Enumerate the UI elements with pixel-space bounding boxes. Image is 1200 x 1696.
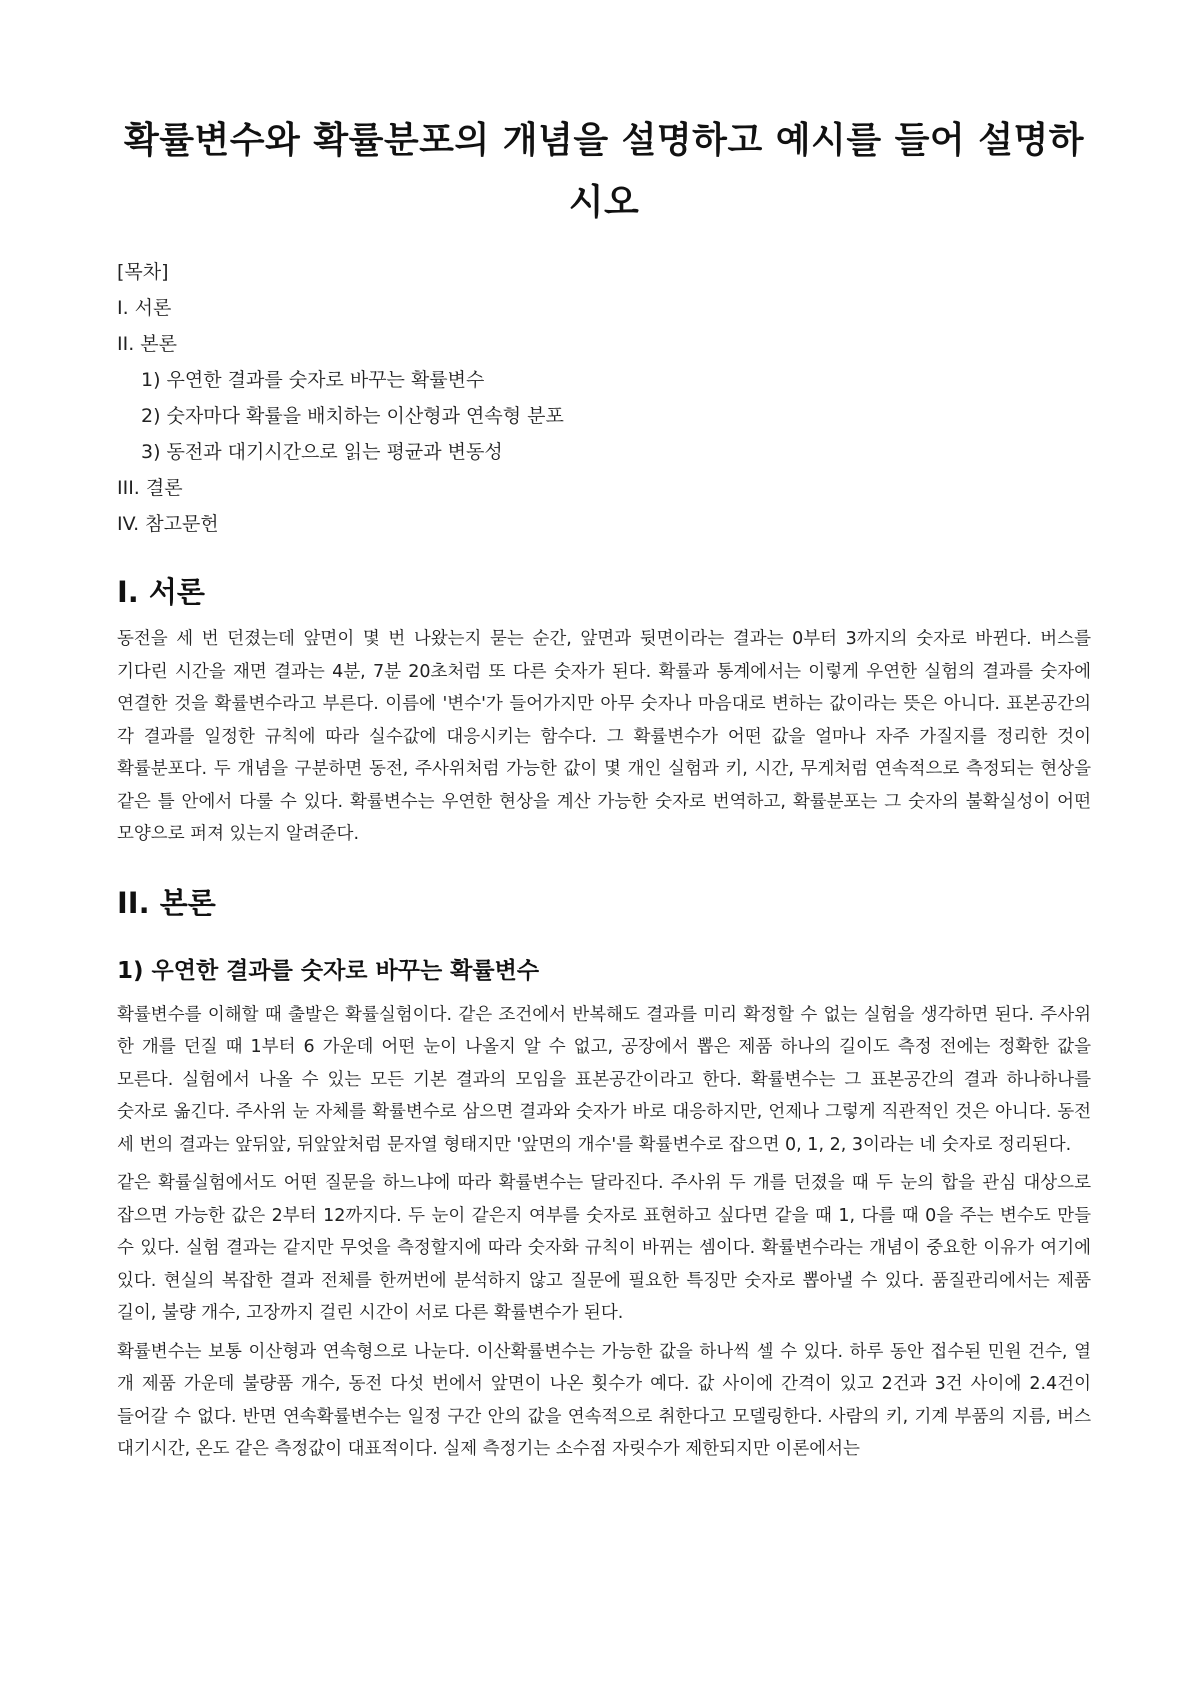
toc-item-body-1: 1) 우연한 결과를 숫자로 바꾸는 확률변수 [141,369,485,391]
toc-item-conclusion: III. 결론 [117,477,183,499]
document-title: 확률변수와 확률분포의 개념을 설명하고 예시를 들어 설명하시오 [123,120,1085,223]
toc-item-body: II. 본론 [117,333,177,355]
body-paragraph-2: 같은 확률실험에서도 어떤 질문을 하느냐에 따라 확률변수는 달라진다. 주사위 두 개를 던졌을 때 두 눈의 합을 관심 대상으로 잡으면 가능한 값은 2부터 12까지다. 두 눈이 같은지 여부를 숫자로 표현하고 싶다면 같을 때 1, 다를 때 0을 주는 변수도 만들 수 있다. 실험 결과는 같지만 무엇을 측정할지에 따라 숫자화 규칙이 바뀌는 셈이다. 확률변수라는 개념이 중요한 이유가 여기에 있다. 현실의 복잡한 결과 전체를 한꺼번에 분석하지 않고 질문에 필요한 특징만 숫자로 뽑아낼 수 있다. 품질관리에서는 제품 길이, 불량 개수, 고장까지 걸린 시간이 서로 다른 확률변수가 된다. [117,1173,1091,1323]
document-page [117,0,1091,1466]
toc-heading: [목차] [117,261,169,283]
toc-item-body-2: 2) 숫자마다 확률을 배치하는 이산형과 연속형 분포 [141,405,564,427]
table-of-contents [117,254,1091,542]
toc-item-references: IV. 참고문헌 [117,513,219,535]
toc-item-body-3: 3) 동전과 대기시간으로 읽는 평균과 변동성 [141,441,503,463]
body-paragraph-1: 확률변수를 이해할 때 출발은 확률실험이다. 같은 조건에서 반복해도 결과를 미리 확정할 수 없는 실험을 생각하면 된다. 주사위 한 개를 던질 때 1부터 6 가운데 어떤 눈이 나올지 알 수 없고, 공장에서 뽑은 제품 하나의 길이도 측정 전에는 정확한 값을 모른다. 실험에서 나올 수 있는 모든 기본 결과의 모임을 표본공간이라고 한다. 확률변수는 그 표본공간의 결과 하나하나를 숫자로 옮긴다. 주사위 눈 자체를 확률변수로 삼으면 결과와 숫자가 바로 대응하지만, 언제나 그렇게 직관적인 것은 아니다. 동전 세 번의 결과는 앞뒤앞, 뒤앞앞처럼 문자열 형태지만 '앞면의 개수'를 확률변수로 잡으면 0, 1, 2, 3이라는 네 숫자로 정리된다. [117,1004,1091,1155]
intro-paragraph: 동전을 세 번 던졌는데 앞면이 몇 번 나왔는지 묻는 순간, 앞면과 뒷면이라는 결과는 0부터 3까지의 숫자로 바뀐다. 버스를 기다린 시간을 재면 결과는 4분, 7분 20초처럼 또 다른 숫자가 된다. 확률과 통계에서는 이렇게 우연한 실험의 결과를 숫자에 연결한 것을 확률변수라고 부른다. 이름에 '변수'가 들어가지만 아무 숫자나 마음대로 변하는 값이라는 뜻은 아니다. 표본공간의 각 결과를 일정한 규칙에 따라 실수값에 대응시키는 함수다. 그 확률변수가 어떤 값을 얼마나 자주 가질지를 정리한 것이 확률분포다. 두 개념을 구분하면 동전, 주사위처럼 가능한 값이 몇 개인 실험과 키, 시간, 무게처럼 연속적으로 측정되는 현상을 같은 틀 안에서 다룰 수 있다. 확률변수는 우연한 현상을 계산 가능한 숫자로 번역하고, 확률분포는 그 숫자의 불확실성이 어떤 모양으로 퍼져 있는지 알려준다. [117,629,1091,844]
subsection-heading-1: 1) 우연한 결과를 숫자로 바꾸는 확률변수 [117,957,540,984]
body-paragraph-3: 확률변수는 보통 이산형과 연속형으로 나눈다. 이산확률변수는 가능한 값을 하나씩 셀 수 있다. 하루 동안 접수된 민원 건수, 열 개 제품 가운데 불량품 개수, 동전 다섯 번에서 앞면이 나온 횟수가 예다. 값 사이에 간격이 있고 2건과 3건 사이에 2.4건이 들어갈 수 없다. 반면 연속확률변수는 일정 구간 안의 값을 연속적으로 취한다고 모델링한다. 사람의 키, 기계 부품의 지름, 버스 대기시간, 온도 같은 측정값이 대표적이다. 실제 측정기는 소수점 자릿수가 제한되지만 이론에서는 [117,1341,1091,1459]
section-heading-intro: I. 서론 [117,575,205,609]
toc-item-intro: I. 서론 [117,297,172,319]
section-heading-body: II. 본론 [117,885,216,920]
